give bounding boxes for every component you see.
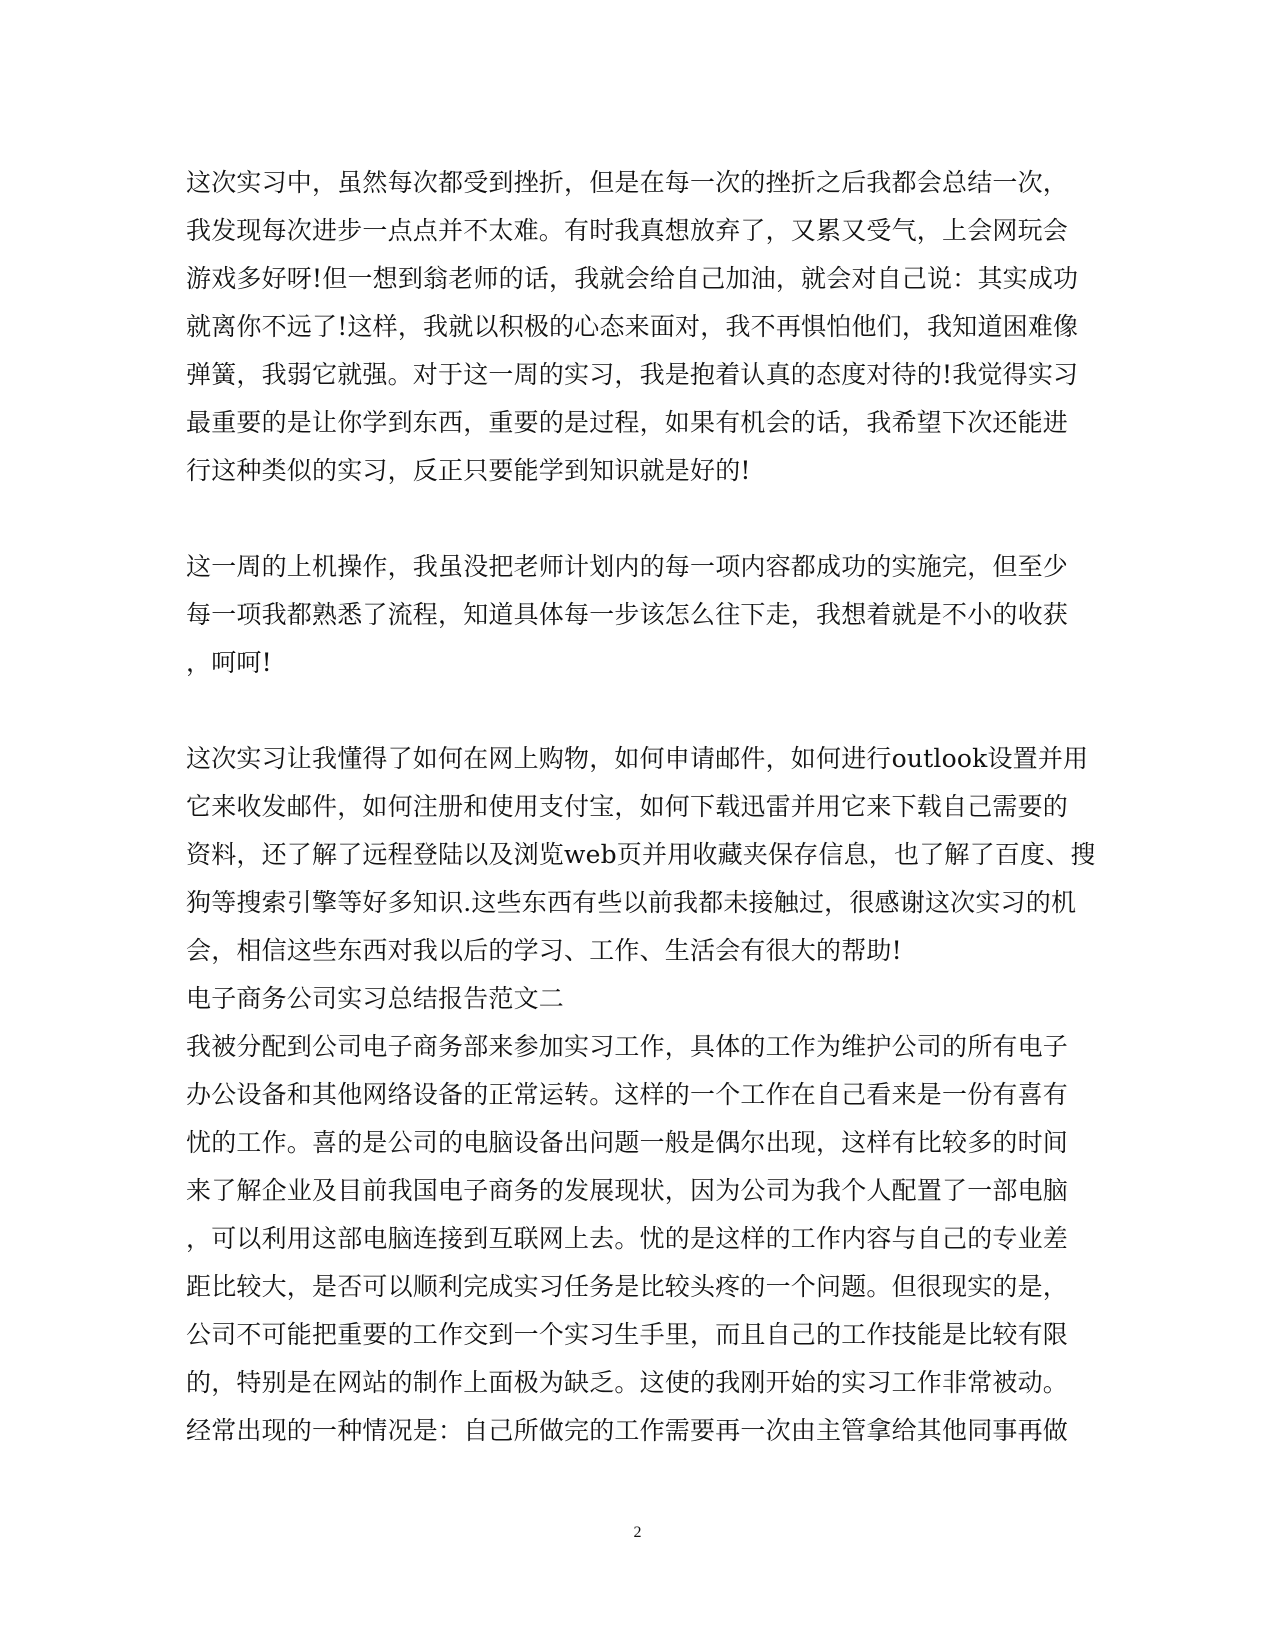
paragraph-1: [186, 159, 1079, 495]
paragraph-line: 这一周的上机操作，我虽没把老师计划内的每一项内容都成功的实施完，但至少: [186, 552, 1069, 581]
paragraph-line: 距比较大，是否可以顺利完成实习任务是比较头疼的一个问题。但很现实的是，: [186, 1272, 1069, 1301]
paragraph-line: 会，相信这些东西对我以后的学习、工作、生活会有很大的帮助!: [186, 936, 902, 965]
paragraph-line: 资料，还了解了远程登陆以及浏览web页并用收藏夹保存信息，也了解了百度、搜: [186, 840, 1096, 869]
page-number: 2: [633, 1524, 642, 1541]
paragraph-line: ，可以利用这部电脑连接到互联网上去。忧的是这样的工作内容与自己的专业差: [186, 1224, 1069, 1253]
paragraph-line: 游戏多好呀!但一想到翁老师的话，我就会给自己加油，就会对自己说：其实成功: [186, 264, 1079, 293]
section-paragraph: [186, 1023, 1076, 1455]
paragraph-line: 狗等搜索引擎等好多知识.这些东西有些以前我都未接触过，很感谢这次实习的机: [186, 888, 1077, 917]
paragraph-2: [186, 543, 1076, 687]
paragraph-line: 它来收发邮件，如何注册和使用支付宝，如何下载迅雷并用它来下载自己需要的: [186, 792, 1069, 821]
section-heading: 电子商务公司实习总结报告范文二: [186, 984, 565, 1013]
paragraph-line: 每一项我都熟悉了流程，知道具体每一步该怎么往下走，我想着就是不小的收获: [186, 600, 1069, 629]
paragraph-line: 最重要的是让你学到东西，重要的是过程，如果有机会的话，我希望下次还能进: [186, 408, 1069, 437]
paragraph-3: [186, 735, 1096, 975]
paragraph-line: 这次实习让我懂得了如何在网上购物，如何申请邮件，如何进行outlook设置并用: [186, 744, 1089, 773]
paragraph-line: 的，特别是在网站的制作上面极为缺乏。这使的我刚开始的实习工作非常被动。: [186, 1368, 1069, 1397]
document-body: [186, 159, 1096, 1455]
paragraph-line: 忧的工作。喜的是公司的电脑设备出问题一般是偶尔出现，这样有比较多的时间: [186, 1128, 1069, 1157]
paragraph-line: 公司不可能把重要的工作交到一个实习生手里，而且自己的工作技能是比较有限: [186, 1320, 1069, 1349]
paragraph-spacer: [186, 687, 1076, 735]
paragraph-line: 这次实习中，虽然每次都受到挫折，但是在每一次的挫折之后我都会总结一次，: [186, 168, 1069, 197]
paragraph-line: 来了解企业及目前我国电子商务的发展现状，因为公司为我个人配置了一部电脑: [186, 1176, 1069, 1205]
paragraph-spacer: [186, 495, 1076, 543]
paragraph-line: 我发现每次进步一点点并不太难。有时我真想放弃了，又累又受气，上会网玩会: [186, 216, 1069, 245]
paragraph-line: 我被分配到公司电子商务部来参加实习工作，具体的工作为维护公司的所有电子: [186, 1032, 1069, 1061]
paragraph-line: ，呵呵!: [186, 648, 272, 677]
paragraph-line: 办公设备和其他网络设备的正常运转。这样的一个工作在自己看来是一份有喜有: [186, 1080, 1069, 1109]
paragraph-line: 弹簧，我弱它就强。对于这一周的实习，我是抱着认真的态度对待的!我觉得实习: [186, 360, 1079, 389]
paragraph-line: 行这种类似的实习，反正只要能学到知识就是好的!: [186, 456, 751, 485]
paragraph-line: 就离你不远了!这样，我就以积极的心态来面对，我不再惧怕他们，我知道困难像: [186, 312, 1079, 341]
paragraph-line: 经常出现的一种情况是：自己所做完的工作需要再一次由主管拿给其他同事再做: [186, 1416, 1069, 1445]
